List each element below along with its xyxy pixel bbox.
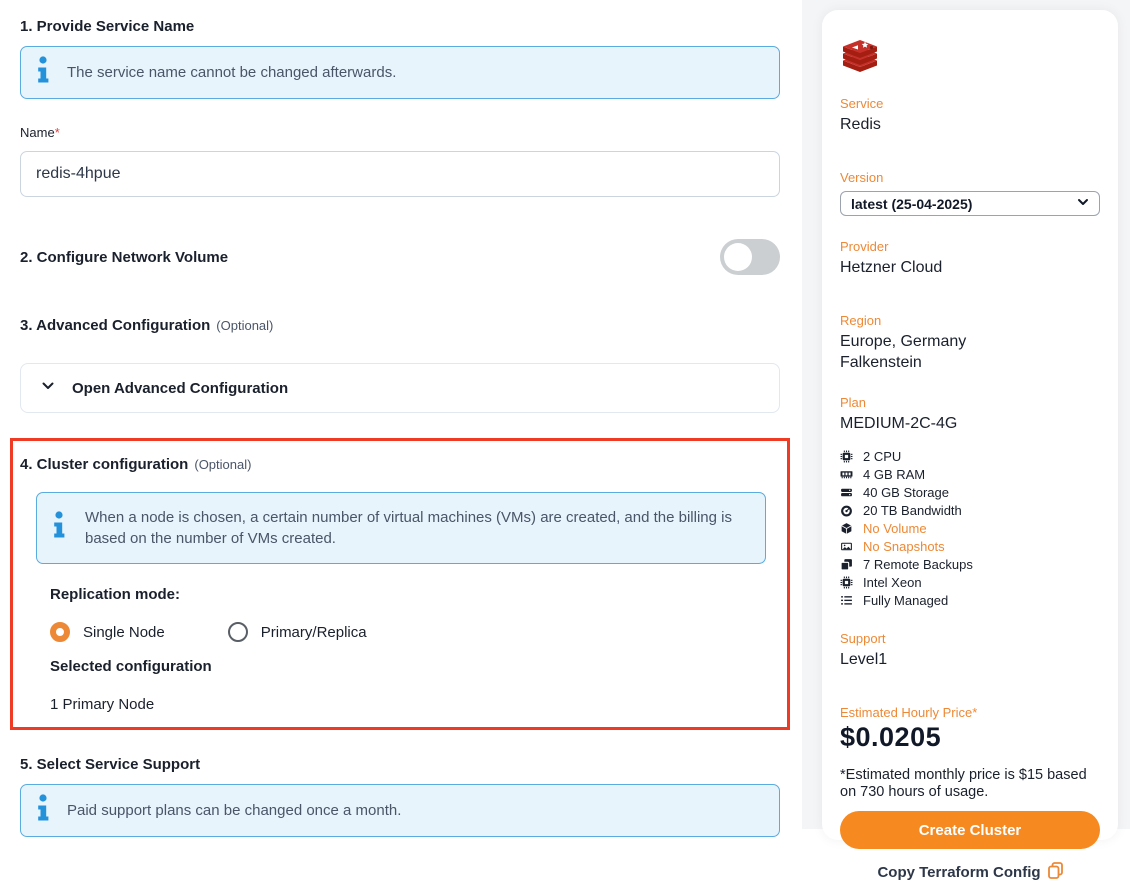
chevron-down-icon — [1077, 195, 1089, 213]
spec-text: Fully Managed — [863, 592, 949, 608]
spec-text: No Volume — [863, 520, 927, 536]
order-summary-card — [822, 10, 1118, 881]
region-value: Europe, Germany Falkenstein — [840, 333, 967, 371]
spec-text: 20 TB Bandwidth — [863, 502, 962, 518]
accordion-label: Open Advanced Configuration — [72, 379, 289, 397]
radio-option-single-node[interactable] — [50, 622, 165, 642]
spec-text: 2 CPU — [863, 448, 902, 464]
spec-text: 40 GB Storage — [863, 484, 949, 500]
info-icon — [53, 511, 65, 545]
service-label: Service — [840, 96, 884, 111]
info-icon — [37, 794, 49, 828]
spec-row — [840, 591, 1100, 609]
info-text: When a node is chosen, a certain number of virtual machines (VMs) are created, and the billing is based on the number of VMs created. — [85, 509, 732, 547]
price-value: $0.0205 — [840, 722, 942, 752]
section-title-advanced-config: 3. Advanced Configuration (Optional) — [20, 317, 274, 334]
toggle-knob — [724, 243, 752, 271]
backup-icon — [840, 557, 854, 571]
plan-value: MEDIUM-2C-4G — [840, 415, 958, 432]
version-select[interactable] — [840, 191, 1100, 216]
snapshot-icon — [840, 539, 854, 553]
region-label: Region — [840, 313, 882, 328]
info-text: The service name cannot be changed afterwards. — [67, 63, 397, 81]
spec-text: No Snapshots — [863, 538, 945, 554]
info-banner-cluster — [36, 492, 766, 564]
optional-tag: (Optional) — [194, 457, 252, 472]
replication-mode-label: Replication mode: — [50, 586, 181, 603]
plan-label: Plan — [840, 395, 867, 410]
open-advanced-configuration-accordion[interactable] — [20, 363, 780, 413]
create-cluster-button[interactable]: Create Cluster — [840, 811, 1100, 849]
support-value: Level1 — [840, 651, 888, 668]
radio-label: Single Node — [83, 623, 165, 641]
replication-radio-group — [50, 622, 780, 642]
terraform-link-label: Copy Terraform Config — [877, 864, 1041, 881]
spec-text: 7 Remote Backups — [863, 556, 973, 572]
spec-row — [840, 465, 1100, 483]
section-title-service-support: 5. Select Service Support — [20, 756, 201, 773]
selected-configuration-label: Selected configuration — [50, 658, 212, 675]
name-field-label: Name* — [20, 125, 60, 140]
radio-label: Primary/Replica — [260, 623, 367, 641]
storage-icon — [840, 485, 854, 499]
selected-configuration-value: 1 Primary Node — [50, 696, 155, 713]
version-selected-value: latest (25-04-2025) — [851, 195, 973, 212]
service-name-input[interactable] — [20, 151, 780, 197]
spec-row — [840, 501, 1100, 519]
chevron-down-icon — [41, 379, 55, 398]
optional-tag: (Optional) — [216, 318, 274, 333]
version-label: Version — [840, 170, 884, 185]
spec-text: Intel Xeon — [863, 574, 922, 590]
service-value: Redis — [840, 116, 881, 133]
radio-option-primary-replica[interactable] — [228, 622, 367, 642]
chip-icon — [840, 575, 854, 589]
copy-icon — [1048, 862, 1063, 883]
spec-row — [840, 483, 1100, 501]
managed-icon — [840, 593, 854, 607]
section-title-network-volume: 2. Configure Network Volume — [20, 248, 229, 266]
radio-circle[interactable] — [228, 622, 248, 642]
bandwidth-icon — [840, 503, 854, 517]
info-icon — [37, 56, 49, 90]
spec-row — [840, 537, 1100, 555]
cluster-configuration-highlighted-section — [10, 438, 790, 730]
volume-icon — [840, 521, 854, 535]
price-note: *Estimated monthly price is $15 based on 730 hours of usage. — [840, 767, 1087, 800]
spec-row — [840, 519, 1100, 537]
section-title-service-name: 1. Provide Service Name — [20, 18, 195, 35]
info-text: Paid support plans can be changed once a month. — [67, 801, 402, 819]
support-label: Support — [840, 631, 886, 646]
section-title-cluster-config: 4. Cluster configuration (Optional) — [20, 456, 252, 473]
spec-list — [840, 447, 1100, 609]
spec-row — [840, 573, 1100, 591]
copy-terraform-config-link[interactable] — [840, 862, 1100, 883]
price-label: Estimated Hourly Price* — [840, 705, 978, 720]
spec-row — [840, 447, 1100, 465]
radio-circle[interactable] — [50, 622, 70, 642]
provider-value: Hetzner Cloud — [840, 259, 943, 276]
info-banner-service-name — [20, 46, 780, 99]
network-volume-toggle[interactable] — [720, 239, 780, 275]
spec-text: 4 GB RAM — [863, 466, 926, 482]
spec-row — [840, 555, 1100, 573]
ram-icon — [840, 467, 854, 481]
provider-label: Provider — [840, 239, 889, 254]
info-banner-support — [20, 784, 780, 837]
redis-logo-icon — [840, 38, 1100, 81]
cpu-icon — [840, 449, 854, 463]
required-asterisk: * — [54, 125, 60, 140]
